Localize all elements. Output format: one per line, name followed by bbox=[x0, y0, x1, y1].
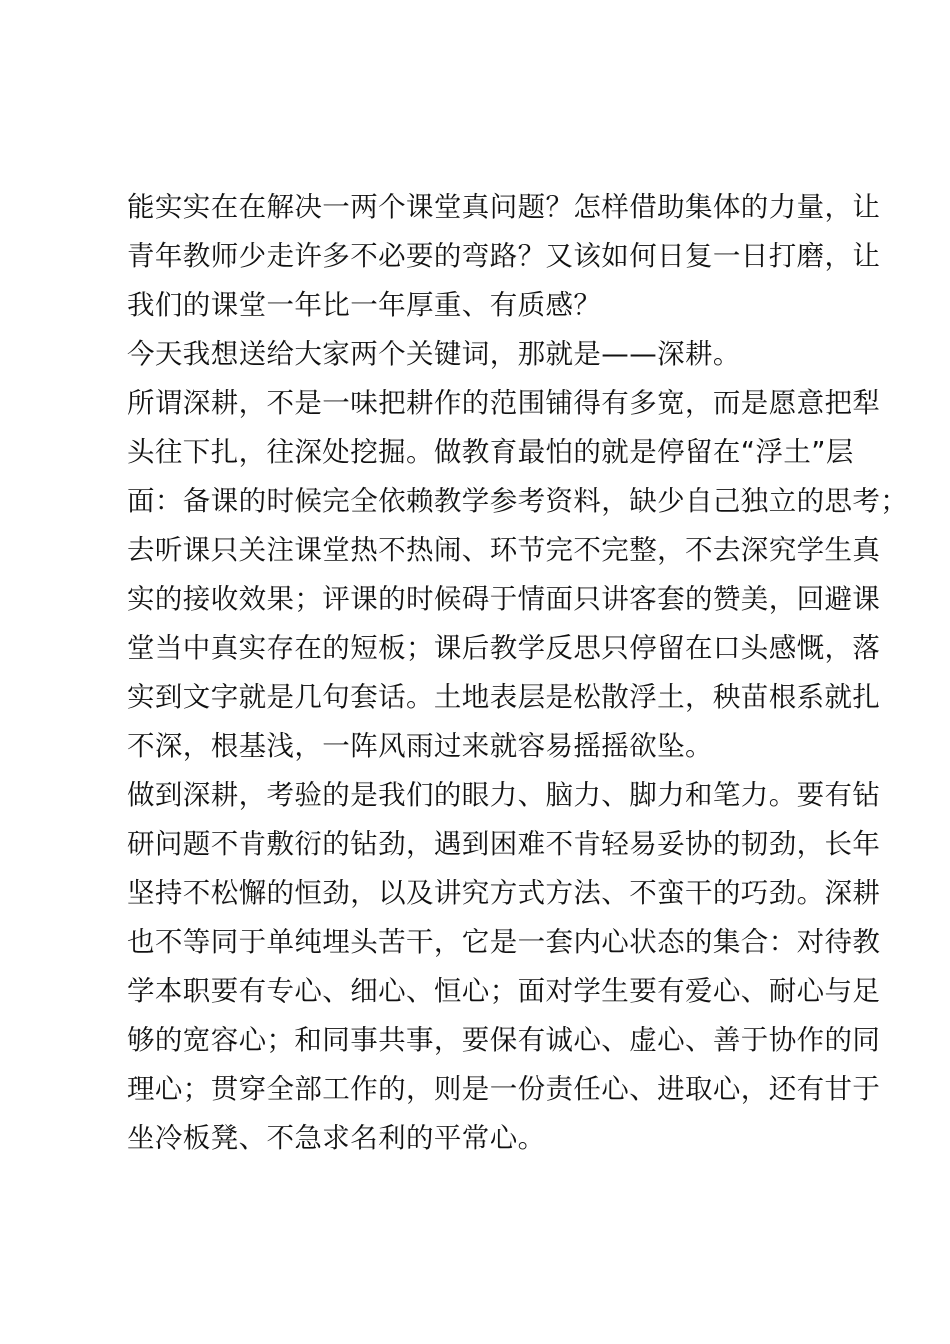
text-line: 实的接收效果；评课的时候碍于情面只讲客套的赞美，回避课 bbox=[127, 583, 881, 615]
text-line: 也不等同于单纯埋头苦干，它是一套内心状态的集合：对待教 bbox=[127, 926, 881, 958]
text-line: 实到文字就是几句套话。土地表层是松散浮土，秧苗根系就扎 bbox=[127, 681, 881, 713]
text-line: 不深，根基浅，一阵风雨过来就容易摇摇欲坠。 bbox=[127, 730, 713, 762]
text-line: 做到深耕，考验的是我们的眼力、脑力、脚力和笔力。要有钻 bbox=[127, 779, 881, 811]
text-line: 头往下扎，往深处挖掘。做教育最怕的就是停留在“浮土”层 bbox=[127, 436, 854, 468]
text-line: 学本职要有专心、细心、恒心；面对学生要有爱心、耐心与足 bbox=[127, 975, 881, 1007]
text-line: 面：备课的时候完全依赖教学参考资料，缺少自己独立的思考； bbox=[127, 485, 909, 517]
text-line: 今天我想送给大家两个关键词，那就是——深耕。 bbox=[127, 338, 741, 370]
text-line: 堂当中真实存在的短板；课后教学反思只停留在口头感慨，落 bbox=[127, 632, 881, 664]
text-line: 我们的课堂一年比一年厚重、有质感？ bbox=[127, 289, 602, 321]
text-line: 研问题不肯敷衍的钻劲，遇到困难不肯轻易妥协的韧劲，长年 bbox=[127, 828, 881, 860]
text-line: 够的宽容心；和同事共事，要保有诚心、虚心、善于协作的同 bbox=[127, 1024, 881, 1056]
body-text bbox=[127, 183, 909, 1163]
text-line: 理心；贯穿全部工作的，则是一份责任心、进取心，还有甘于 bbox=[127, 1073, 881, 1105]
text-line: 坚持不松懈的恒劲，以及讲究方式方法、不蛮干的巧劲。深耕 bbox=[127, 877, 881, 909]
text-line: 青年教师少走许多不必要的弯路？又该如何日复一日打磨，让 bbox=[127, 240, 881, 272]
text-line: 能实实在在解决一两个课堂真问题？怎样借助集体的力量，让 bbox=[127, 191, 881, 223]
text-line: 去听课只关注课堂热不热闹、环节完不完整，不去深究学生真 bbox=[127, 534, 881, 566]
text-line: 所谓深耕，不是一味把耕作的范围铺得有多宽，而是愿意把犁 bbox=[127, 387, 881, 419]
text-line: 坐冷板凳、不急求名利的平常心。 bbox=[127, 1122, 546, 1154]
